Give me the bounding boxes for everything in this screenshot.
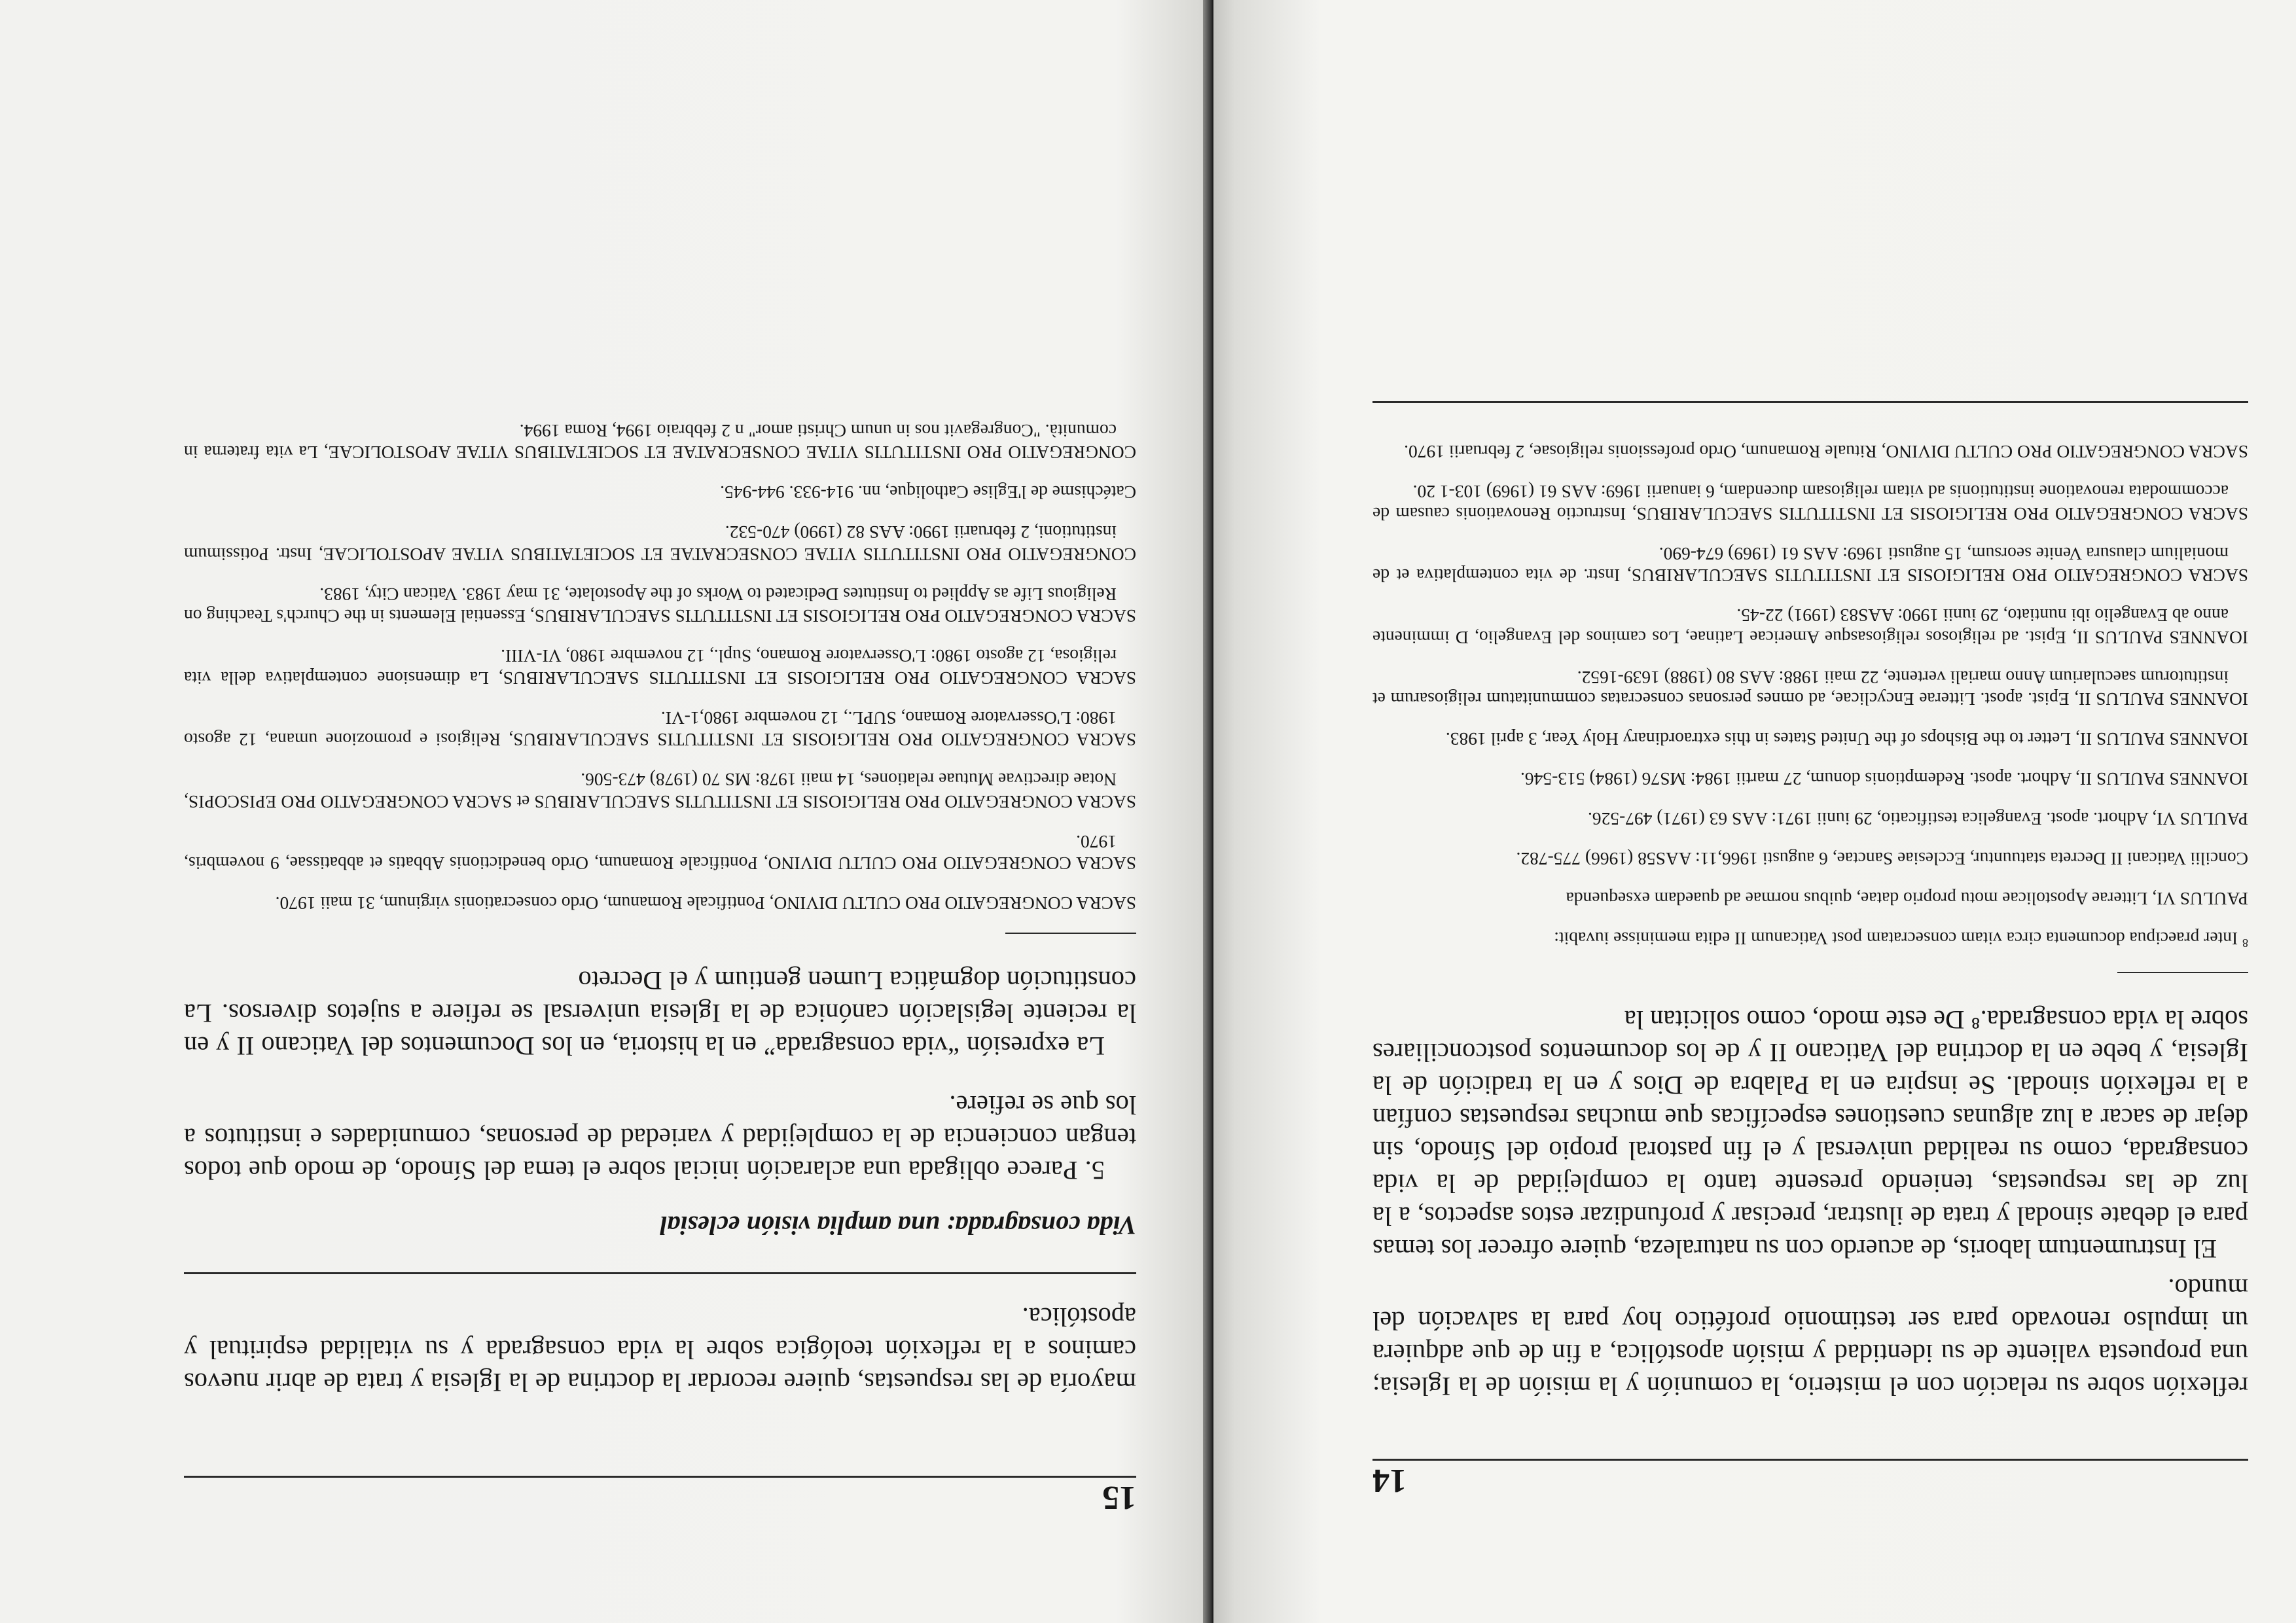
footnote-item: Concilii Vaticani II Decreta statuuntur, Ecclesiae Sanctae, 6 augusti 1966,11: AAS58 (1966) 775-782.: [1516, 849, 2248, 870]
left-page-column: [184, 402, 1136, 1517]
footnotes-left: [184, 420, 1136, 915]
section-rule: [184, 1272, 1136, 1274]
footnote-item: PAULUS VI, Adhort. apost. Evangelica testificatio, 29 iunii 1971: AAS 63 (1971) 497-526.: [1587, 809, 2248, 830]
section-title: Vida consagrada: una amplia visión eclesial: [660, 1211, 1136, 1240]
footnote-item: SACRA CONGREGATIO PRO RELIGIOSIS ET INSTITUTIS SAECULARIBUS, Instr. de vita contemplativa et de monialium clausura Venite seorsum, 15 augusti 1969: AAS 61 (1969) 674-690.: [1372, 543, 2248, 586]
right-page: [1213, 0, 2296, 1623]
footnote-item: IOANNES PAULUS II, Letter to the Bishops of the United States in this extraordinary Holy Year, 3 april 1983.: [1445, 729, 2248, 750]
bottom-rule: [1372, 401, 2248, 403]
footnote-item: SACRA CONGREGATIO PRO RELIGIOSIS ET INSTITUTIS SAECULARIBUS, Instructio Renovationis causam de accommodata renovatione institutionis ad vitam religiosam ducendam, 6 ianuarii 1969: AAS 61 (1969) 103-1 20.: [1372, 482, 2248, 524]
footnote-item: CONGREGATIO PRO INSTITUTIS VITAE CONSECRATAE ET SOCIETATIBUS VITAE APOSTOLICAE, Instr. Potissimum institutioni, 2 februarii 1990: AAS 82 (1990) 470-532.: [184, 522, 1136, 565]
footnote-item: SACRA CONGREGATIO PRO RELIGIOSIS ET INSTITUTIS SAECULARIBUS, La dimensione contemplativa della vita religiosa, 12 agosto 1980: L'Osservatore Romano, Supl., 12 novembre 1980, VI-VIII.: [184, 646, 1136, 688]
header-rule: [184, 1476, 1136, 1478]
left-page-header: [184, 1478, 1136, 1517]
continuation-paragraph: mayoría de las respuestas, quiere recordar la doctrina de la Iglesia y trata de abrir nuevos caminos a la reflexión teológica sobre la vida consagrada y su vitalidad espiritual y apostólica.: [184, 1302, 1136, 1397]
paragraph-5b: La expresión “vida consagrada” en la historia, en los Documentos del Vaticano II y en la reciente legislación canónica de la Iglesia universal se refiere a sujetos diversos. La constitución dogmática Lumen gentium y el Decreto: [184, 966, 1136, 1061]
page-number-15: 15: [1102, 1479, 1136, 1516]
footnote-rule: [2117, 972, 2248, 973]
footnote-marker: 8: [2242, 936, 2248, 950]
header-rule: [1372, 1459, 2248, 1461]
footnote-item: SACRA CONGREGATIO PRO CULTU DIVINO, Pontificale Romanum, Ordo consecrationis virginum, 31 maii 1970.: [275, 893, 1136, 914]
footnote-item: CONGREGATIO PRO INSTITUTIS VITAE CONSECRATAE ET SOCIETATIBUS VITAE APOSTOLICAE, La vita fraterna in comunità. "Congregavit nos in unum Christi amor" n 2 febbraio 1994, Roma 1994.: [184, 421, 1136, 463]
footnote-item: IOANNES PAULUS II, Epist. apost. Litterae Encyclicae, ad omnes personas consecratas communitatum religiosarum et institutorum saecularium Anno mariali vertente, 22 maii 1988: AAS 80 (1988) 1639-1652.: [1372, 667, 2248, 710]
right-page-header: [1372, 1461, 2248, 1500]
footnote-item: SACRA CONGREGATIO PRO RELIGIOSIS ET INSTITUTIS SAECULARIBUS et SACRA CONGREGATIO PRO EPISCOPIS, Notae directivae Mutuae relationes, 14 maii 1978: MS 70 (1978) 473-506.: [184, 770, 1136, 812]
footnotes-right: [1372, 441, 2248, 954]
footnote-intro: $^8$ Inter praecipua documenta circa vitam consecratam post Vaticanum II edita meminisse iuvabit:: [1554, 929, 2248, 950]
footnote-item: PAULUS VI, Litterae Apostolicae motu proprio datae, quibus normae ad quaedam exsequenda: [1566, 889, 2248, 910]
footnote-item: SACRA CONGREGATIO PRO RELIGIOSIS ET INSTITUTIS SAECULARIBUS, Essential Elements in the Church's Teaching on Religious Life as Applied to Institutes Dedicated to Works of the Apostolate, 31 may 1983. Vatican City, 1983.: [184, 584, 1136, 627]
continuation-paragraph: reflexión sobre su relación con el misterio, la comunión y la misión de la Iglesia; una propuesta valiente de su identidad y misión apostólica, a fin de que adquiera un impulso renovado para ser testimonio profético hoy para la salvación del mundo.: [1372, 1274, 2248, 1401]
page-number-14: 14: [1372, 1462, 1407, 1499]
footnote-item: IOANNES PAULUS II, Adhort. apost. Redemptionis donum, 27 martii 1984: MS76 (1984) 513-546.: [1520, 769, 2248, 790]
footnote-item: IOANNES PAULUS II, Epist. ad religiosos religiosasque Americae Latinae, Los caminos del Evangelio, D imminente anno ab Evangelio ibi nuntiato, 29 iunii 1990: AAS83 (1991) 22-45.: [1372, 605, 2248, 648]
footnote-item: SACRA CONGREGATIO PRO RELIGIOSIS ET INSTITUTIS SAECULARIBUS, Religiosi e promozione umana, 12 agosto 1980: L'Osservatore Romano, SUPL., 12 novembre 1980,1-VI.: [184, 708, 1136, 751]
instrumentum-paragraph: El Instrumentum laboris, de acuerdo con su naturaleza, quiere ofrecer los temas para el debate sinodal y trata de ilustrar, precisar y profundizar estos aspectos, a la luz de las respuestas, teniendo presente tanto la complejidad de la vida consagrada, como su realidad universal y el fin pastoral propio del Sínodo, sin dejar de sacar a luz algunas cuestiones específicas que muchas respuestas confían a la reflexión sinodal. Se inspira en la Palabra de Dios y en la tradición de la Iglesia, y bebe en la doctrina del Vaticano II y de los documentos postconciliares sobre la vida consagrada.⁸ De este modo, como solicitan la: [1372, 1005, 2248, 1264]
footnote-item: Catéchisme de l'Eglise Catholique, nn. 914-933. 944-945.: [720, 482, 1136, 503]
footnote-rule: [1005, 933, 1136, 934]
paragraph-5: 5. Parece obligada una aclaración inicial sobre el tema del Sínodo, de modo que todos tengan conciencia de la complejidad y variedad de personas, comunidades e institutos a los que se refiere.: [184, 1090, 1136, 1185]
footnote-item: SACRA CONGREGATIO PRO CULTU DIVINO, Rituale Romanum, Ordo professionis religiosae, 2 februarii 1970.: [1404, 442, 2248, 463]
footnote-item: SACRA CONGREGATIO PRO CULTU DIVINO, Pontificale Romanum, Ordo benedictionis Abbatis et abbatissae, 9 novembris, 1970.: [184, 832, 1136, 874]
right-page-column: [1372, 401, 2248, 1500]
